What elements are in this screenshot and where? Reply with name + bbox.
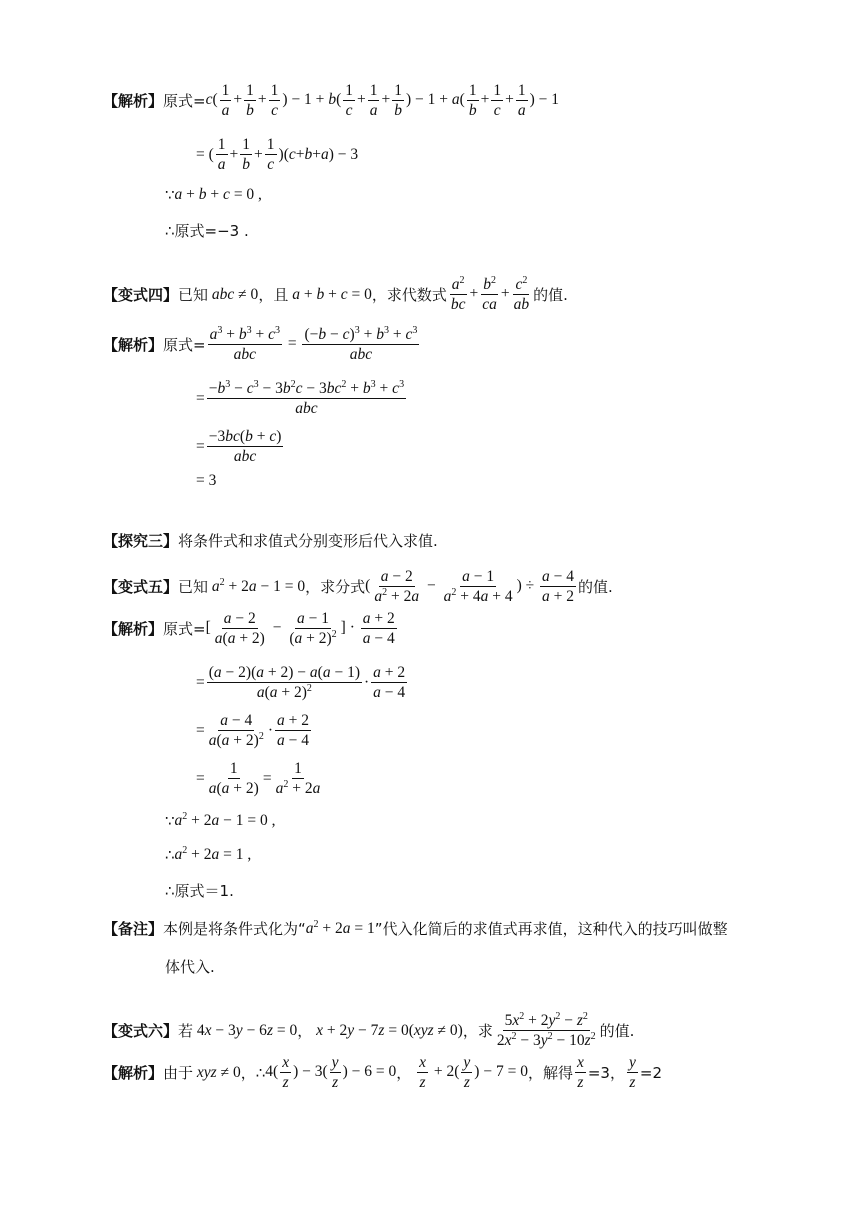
variant-4-solution-2: = $\frac{-b^3 - c^3 - 3b^2c - 3bc^2 + b^3 + c^3}{\text{abc}}$	[196, 379, 405, 417]
variant-5-solution-3: = $\frac{a - 4}{a(a + 2)^2}$ · $\frac{a + 2}{a - 4}$	[196, 712, 309, 749]
therefore-symbol: ∴	[255, 1063, 266, 1082]
math-expr: x + 2y − 7z = 0(xyz ≠ 0)	[316, 1021, 463, 1039]
math-expr: $\frac{a^2}{bc}$ + $\frac{b^2}{ca}$ + $\frac{c^2}{ab}$	[450, 275, 530, 313]
sol-text: ，解得	[527, 1064, 573, 1082]
sol-text: 由于	[163, 1064, 194, 1082]
variant-5-question	[103, 568, 613, 605]
explore-3	[103, 530, 438, 551]
math-expr: $a^2 + 2a = 1$ ,	[174, 845, 252, 863]
therefore-symbol: ∴	[165, 846, 175, 864]
bianshi5-label: 【变式五】	[103, 578, 179, 596]
note-text: 体代入.	[165, 958, 215, 976]
math-expr: $\frac{a^3 + b^3 + c^3}{\text{abc}}$ = $\frac{(-b - c)^3 + b^3 + c^3}{\text{abc}}$	[209, 325, 418, 363]
since-symbol: ∵	[165, 186, 175, 204]
q-text: 的值.	[533, 286, 568, 304]
q-text: 已知	[178, 286, 209, 304]
note-text: 本例是将条件式化为“	[163, 920, 306, 938]
q-text: 的值.	[578, 578, 613, 596]
explore-text: 将条件式和求值式分别变形后代入求值.	[178, 532, 438, 550]
sol-text: ，	[396, 1064, 412, 1082]
q-text: ，且	[258, 286, 289, 304]
math-expr: $\frac{x}{z}$	[576, 1054, 584, 1091]
since-line-2	[165, 812, 276, 830]
therefore-line-1	[165, 220, 249, 241]
therefore-line-3	[165, 880, 234, 901]
variant-5-solution-2: = $\frac{(a - 2)(a + 2) - a(a - 1)}{a(a + 2)^2}$ · $\frac{a + 2}{a - 4}$	[196, 664, 406, 701]
jiexi-label: 【解析】	[103, 92, 164, 110]
variant-4-solution-3: = $\frac{-3bc(b + c)}{\text{abc}}$	[196, 428, 282, 465]
result-text: 原式＝1.	[174, 882, 234, 900]
q-text: ，求代数式	[371, 286, 447, 304]
math-expr: xyz ≠ 0	[196, 1063, 241, 1081]
math-expr: $\frac{y}{z}$	[628, 1054, 636, 1091]
math-expr: a + b + c = 0 ,	[174, 186, 262, 203]
math-expr: ( $\frac{a - 2}{a^2 + 2a}$ − $\frac{a - 1}{a^2 + 4a + 4}$ ) ÷ $\frac{a - 4}{a + 2}$	[365, 568, 574, 605]
math-expr: 4x − 3y − 6z = 0	[193, 1021, 298, 1039]
since-symbol: ∵	[165, 812, 175, 830]
q-text: ，求分式	[305, 578, 366, 596]
math-expr: [ $\frac{a - 2}{a(a + 2)}$ − $\frac{a - 1}{(a + 2)^2}$ ] · $\frac{a + 2}{a - 4}$	[205, 610, 395, 647]
since-line-1	[165, 186, 262, 204]
math-expr: $\frac{x}{z}$ + 2( $\frac{y}{z}$ ) − 7 = 0	[419, 1054, 528, 1091]
jiexi-label: 【解析】	[103, 620, 164, 638]
q-text: ，	[297, 1022, 313, 1040]
tanjiu3-label: 【探究三】	[103, 532, 179, 550]
variant-4-solution-4: = 3	[196, 472, 217, 489]
math-expr: $a^2 + 2a - 1 = 0$	[211, 576, 306, 595]
q-text: 的值.	[599, 1022, 635, 1040]
variant-6-solution	[103, 1054, 662, 1091]
math-expr: 4( $\frac{x}{z}$ ) − 3( $\frac{y}{z}$ ) − 6 = 0	[265, 1054, 397, 1091]
note-text: ”代入化简后的求值式再求值，这种代入的技巧叫做整	[374, 920, 728, 938]
therefore-line-2	[165, 846, 251, 864]
yuanshi: 原式=	[163, 620, 206, 638]
bianshi4-label: 【变式四】	[103, 286, 179, 304]
q-text: ，求	[462, 1022, 493, 1040]
solution-line-2: = ( $\frac{1}{a}$ + $\frac{1}{b}$ + $\frac{1}{c}$ )( c + b + a ) − 3	[196, 136, 359, 173]
sol-text: =2	[639, 1063, 662, 1082]
yuanshi: 原式=	[163, 336, 206, 354]
jiexi-label: 【解析】	[103, 336, 164, 354]
variant-5-solution-4: = $\frac{1}{a(a + 2)}$ = $\frac{1}{a^2 + 2a}$	[196, 760, 321, 797]
math-expr: $a^2 + 2a = 1$	[305, 918, 375, 937]
jiexi-label: 【解析】	[103, 1064, 164, 1082]
solution-line-1	[103, 82, 559, 119]
variant-6-question	[103, 1012, 634, 1049]
math-expr: $\frac{5x^2 + 2y^2 - z^2}{2x^2 - 3y^2 - 10z^2}$	[496, 1011, 596, 1049]
beizhu-label: 【备注】	[103, 920, 164, 938]
variant-4-solution-1	[103, 326, 421, 363]
q-text: 已知	[178, 578, 209, 596]
note-line-1	[103, 918, 728, 939]
math-expr: $a^2 + 2a - 1 = 0$ ,	[174, 811, 276, 829]
result-text: 原式=−3 .	[174, 222, 249, 240]
math-expr: a + b + c = 0	[292, 285, 372, 303]
variant-4-question	[103, 276, 568, 313]
sol-text: ，	[240, 1064, 256, 1082]
variant-5-solution-1	[103, 610, 399, 647]
sol-text: =3，	[587, 1064, 625, 1082]
math-expr: c( $\frac{1}{a}$ + $\frac{1}{b}$ + $\frac{1}{c}$ ) − 1 + b( $\frac{1}{c}$ + $\frac{1}{a}$ + $\frac{1}{b}$ ) − 1 + a( $\frac{1}{b}$ + $\frac{1}{c}$ + $\frac{1}{a}$ ) − 1	[205, 82, 559, 119]
yuanshi: 原式=	[163, 92, 206, 110]
note-line-2	[165, 956, 215, 977]
therefore-symbol: ∴	[165, 881, 175, 900]
therefore-symbol: ∴	[165, 221, 175, 240]
bianshi6-label: 【变式六】	[103, 1022, 179, 1040]
q-text: 若	[178, 1022, 194, 1040]
math-expr: abc ≠ 0	[211, 285, 259, 303]
